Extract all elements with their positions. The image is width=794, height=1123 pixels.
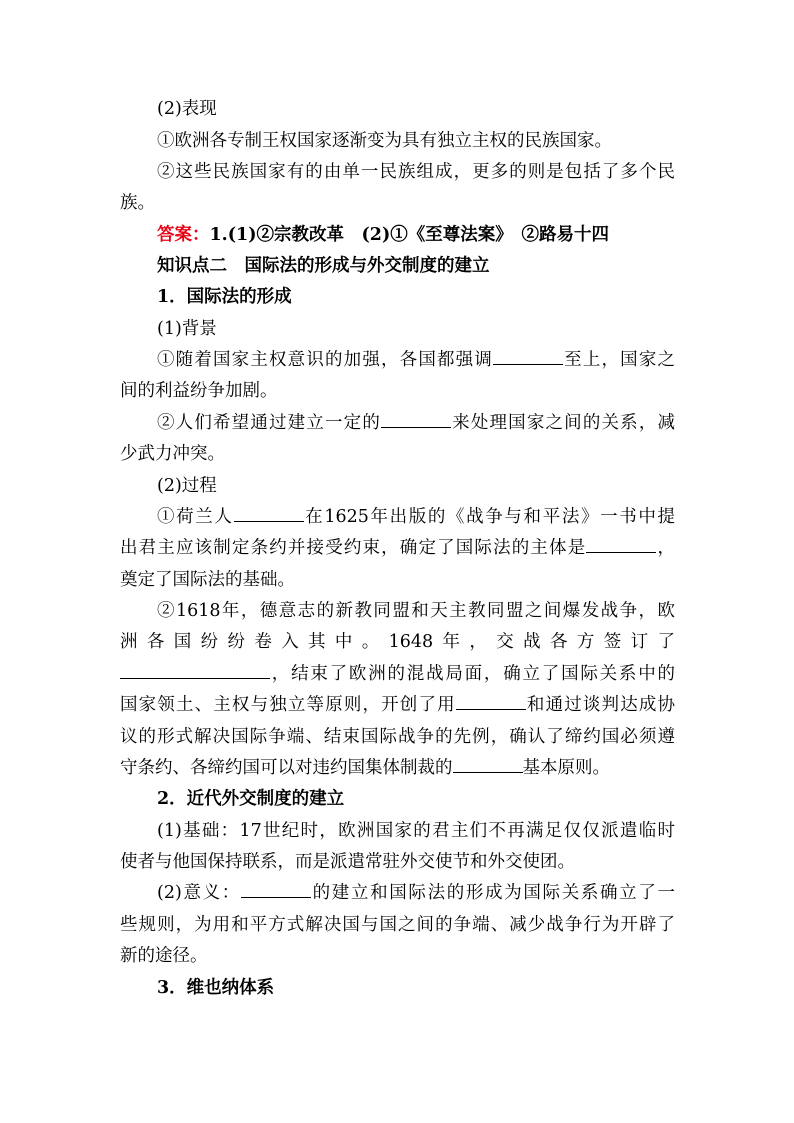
subsection-heading: 1．国际法的形成 (157, 287, 292, 307)
subsection-heading: 3．维也纳体系 (157, 978, 275, 998)
text-line: 守条约、各缔约国可以对违约国集体制裁的 基本原则。 (120, 758, 610, 778)
text-line: 出君主应该制定条约并接受约束，确定了国际法的主体是 ， (120, 538, 675, 558)
fill-blank[interactable] (381, 412, 451, 428)
fill-blank[interactable] (120, 663, 270, 679)
text-line: 新的途径。 (120, 946, 208, 966)
section-heading: 知识点二 国际法的形成与外交制度的建立 (157, 256, 490, 276)
text-line: 奠定了国际法的基础。 (120, 570, 295, 590)
answer-line (157, 224, 675, 246)
text-line: (2)意义： 的建立和国际法的形成为国际关系确立了一 (157, 883, 675, 903)
text-line: 议的形式解决国际争端、结束国际战争的先例，确认了缔约国必须遵 (120, 727, 675, 747)
text-line: ①随着国家主权意识的加强，各国都强调 至上，国家之 (157, 350, 675, 370)
fill-blank[interactable] (453, 757, 523, 773)
text-line: ②人们希望通过建立一定的 来处理国家之间的关系，减 (157, 413, 675, 433)
answer-label: 答案： (157, 225, 210, 245)
fill-blank[interactable] (234, 506, 304, 522)
fill-blank[interactable] (493, 349, 563, 365)
text-line: ②1618年，德意志的新教同盟和天主教同盟之间爆发战争，欧 (157, 601, 675, 621)
subsection-heading: 2．近代外交制度的建立 (157, 789, 345, 809)
text-line: (1)背景 (157, 319, 217, 339)
text-line: 使者与他国保持联系，而是派遣常驻外交使节和外交使团。 (120, 852, 575, 872)
text-line: (2)表现 (157, 99, 217, 119)
text-line: ②这些民族国家有的由单一民族组成，更多的则是包括了多个民 (157, 162, 675, 182)
text-line: ①欧洲各专制王权国家逐渐变为具有独立主权的民族国家。 (157, 131, 612, 151)
text-line: 族。 (120, 193, 155, 213)
text-line: 少武力冲突。 (120, 444, 225, 464)
fill-blank[interactable] (586, 537, 656, 553)
answer-text: 1.(1)②宗教改革 (2)①《至尊法案》 ②路易十四 (209, 225, 609, 245)
text-line: ，结束了欧洲的混战局面，确立了国际关系中的 (120, 663, 675, 685)
text-line: ①荷兰人 在1625年出版的《战争与和平法》一书中提 (157, 507, 675, 527)
fill-blank[interactable] (456, 694, 526, 710)
text-line: 些规则，为用和平方式解决国与国之间的争端、减少战争行为开辟了 (120, 915, 675, 935)
text-line: 国家领土、主权与独立等原则，开创了用 和通过谈判达成协 (120, 695, 675, 715)
text-line: 洲各国纷纷卷入其中。1648年，交战各方签订了 (120, 632, 675, 652)
text-line: (2)过程 (157, 476, 217, 496)
text-line: 间的利益纷争加剧。 (120, 381, 278, 401)
fill-blank[interactable] (241, 882, 311, 898)
text-line: (1)基础：17世纪时，欧洲国家的君主们不再满足仅仅派遣临时 (157, 821, 675, 841)
